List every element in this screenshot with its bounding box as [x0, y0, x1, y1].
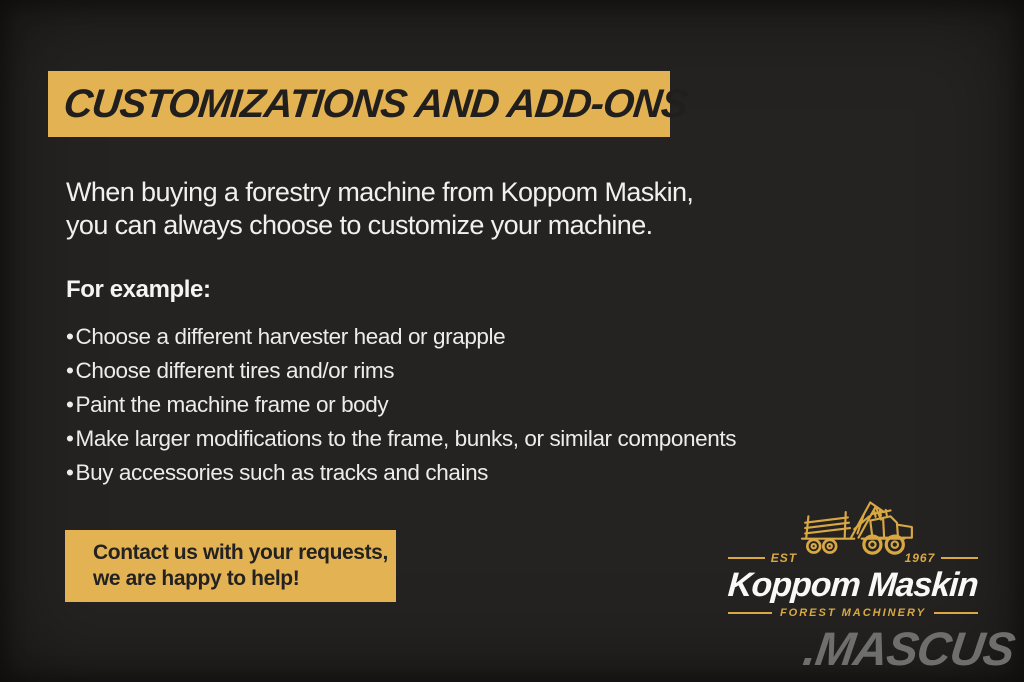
tagline-rule-left: [728, 612, 772, 614]
company-name: Koppom Maskin: [726, 566, 980, 604]
list-item-text: Paint the machine frame or body: [75, 392, 389, 417]
list-item: [66, 320, 736, 354]
bullet-marker: •: [66, 358, 74, 383]
contact-banner: [65, 530, 396, 602]
rule-left: [728, 557, 765, 559]
intro-line-1: When buying a forestry machine from Koppom Maskin,: [66, 177, 694, 207]
intro-line-2: you can always choose to customize your machine.: [66, 210, 653, 240]
list-item: [66, 422, 736, 456]
logo-tagline-row: [728, 607, 978, 619]
rule-right: [941, 557, 978, 559]
list-item: [66, 354, 736, 388]
list-item-text: Make larger modifications to the frame, bunks, or similar components: [75, 426, 737, 451]
list-item: [66, 456, 736, 490]
page-title: CUSTOMIZATIONS AND ADD-ONS: [61, 81, 690, 126]
examples-heading: For example:: [66, 276, 211, 303]
intro-paragraph: [66, 176, 693, 242]
examples-list: [66, 320, 736, 490]
rule-middle: [803, 557, 899, 559]
established-row: [728, 551, 978, 565]
bullet-marker: •: [66, 392, 74, 417]
est-label: EST: [770, 551, 798, 565]
contact-line-1: Contact us with your requests,: [93, 541, 388, 564]
list-item-text: Choose a different harvester head or grapple: [75, 324, 506, 349]
list-item-text: Buy accessories such as tracks and chains: [75, 460, 489, 485]
bullet-marker: •: [66, 460, 74, 485]
mascus-watermark: .MASCUS: [800, 622, 1018, 675]
koppom-maskin-logo: [728, 495, 978, 619]
bullet-marker: •: [66, 324, 74, 349]
logo-name-row: [728, 566, 978, 605]
company-tagline: FOREST MACHINERY: [779, 607, 927, 619]
tagline-rule-right: [934, 612, 978, 614]
title-banner: [48, 71, 690, 137]
bullet-marker: •: [66, 426, 74, 451]
contact-line-2: we are happy to help!: [93, 567, 300, 590]
list-item-text: Choose different tires and/or rims: [75, 358, 395, 383]
list-item: [66, 388, 736, 422]
est-year: 1967: [904, 551, 936, 565]
forestry-machine-icon: [787, 495, 929, 559]
